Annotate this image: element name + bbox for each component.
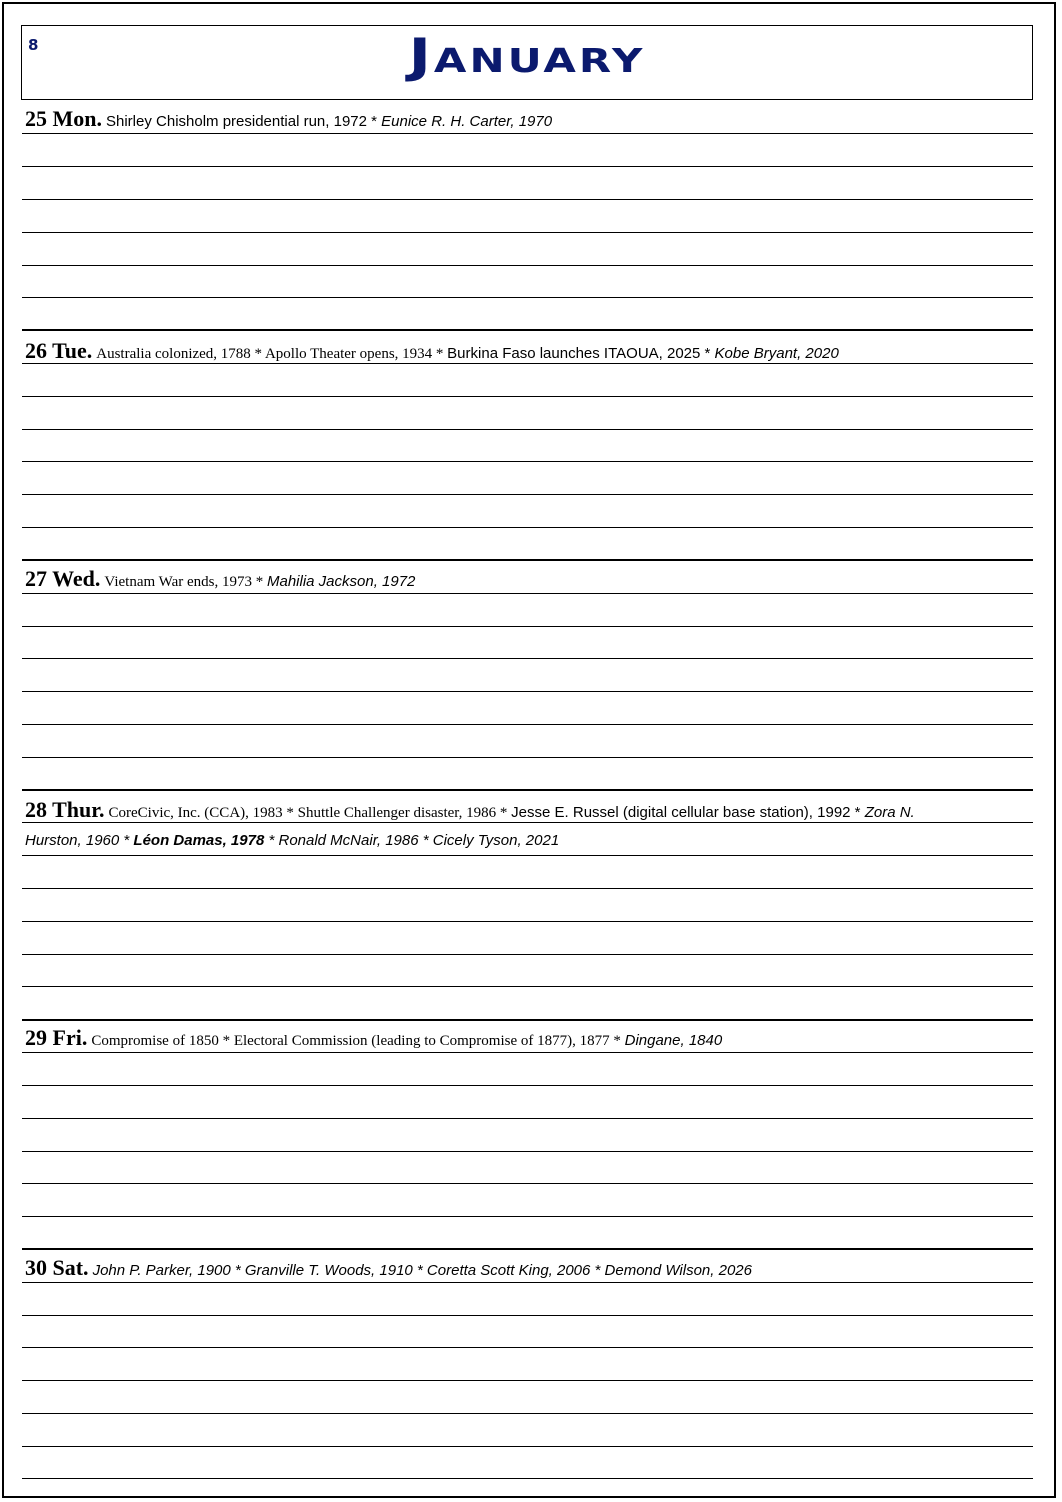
entry-text: Jesse E. Russel (digital cellular base station), 1992 * [511,804,865,821]
day-label: 29 Fri. [25,1025,88,1050]
writing-line [22,954,1033,955]
entry-text: Burkina Faso launches ITAOUA, 2025 * [447,345,715,362]
entry-text: * Ronald McNair, 1986 * Cicely Tyson, 2021 [264,832,560,849]
writing-line [22,199,1033,200]
writing-line [22,1282,1033,1283]
day-divider [22,1019,1033,1021]
writing-line [22,822,1033,823]
entry-text: John P. Parker, 1900 * Granville T. Woods, 1910 * Coretta Scott King, 2006 * Demond Wilson, 2026 [92,1262,752,1279]
writing-line [22,232,1033,233]
writing-line [22,1380,1033,1381]
writing-line [22,1052,1033,1053]
day-label: 27 Wed. [25,566,101,591]
entry-text: Hurston, 1960 * [25,832,134,849]
entry-continuation [25,832,1036,850]
writing-line [22,1413,1033,1414]
entry-text: Kobe Bryant, 2020 [714,345,839,362]
entry-heading [25,566,1036,592]
day-divider [22,329,1033,331]
writing-line [22,724,1033,725]
day-divider [22,559,1033,561]
writing-line [22,133,1033,134]
page-number: 8 [28,36,39,54]
writing-line [22,888,1033,889]
writing-line [22,757,1033,758]
day-label: 26 Tue. [25,338,93,363]
writing-line [22,1183,1033,1184]
writing-line [22,1216,1033,1217]
entry-text: Eunice R. H. Carter, 1970 [381,113,553,130]
writing-line [22,265,1033,266]
month-title: January [408,28,646,84]
writing-line [22,921,1033,922]
entry-text: CoreCivic, Inc. (CCA), 1983 * Shuttle Challenger disaster, 1986 * [108,805,512,821]
writing-line [22,297,1033,298]
day-divider [22,1248,1033,1250]
writing-line [22,986,1033,987]
entry-text: Vietnam War ends, 1973 * [104,574,267,590]
entry-text: Shirley Chisholm presidential run, 1972 * [106,113,382,130]
writing-line [22,1347,1033,1348]
writing-line [22,166,1033,167]
writing-line [22,1085,1033,1086]
writing-line [22,1315,1033,1316]
day-label: 25 Mon. [25,106,102,131]
writing-line [22,363,1033,364]
writing-line [22,1118,1033,1119]
entry-text: Compromise of 1850 * Electoral Commission (leading to Compromise of 1877), 1877 * [91,1033,625,1049]
entry-text: Australia colonized, 1788 * Apollo Theater opens, 1934 * [96,346,448,362]
month-header [21,25,1033,100]
writing-line [22,429,1033,430]
writing-line [22,461,1033,462]
entry-text: Zora N. [864,804,915,821]
day-label: 28 Thur. [25,797,105,822]
entry-text: Dingane, 1840 [624,1032,723,1049]
writing-line [22,396,1033,397]
entry-heading [25,106,1036,132]
day-divider [22,789,1033,791]
writing-line [22,494,1033,495]
writing-line [22,658,1033,659]
writing-line [22,1446,1033,1447]
entry-heading [25,338,1036,364]
entry-heading [25,1025,1036,1051]
writing-line [22,1151,1033,1152]
writing-line [22,626,1033,627]
writing-line [22,527,1033,528]
writing-line [22,691,1033,692]
entry-text: Léon Damas, 1978 [133,832,265,849]
day-label: 30 Sat. [25,1255,89,1280]
entry-text: Mahilia Jackson, 1972 [266,573,416,590]
entry-heading [25,1255,1036,1281]
writing-line [22,855,1033,856]
entry-heading [25,797,1036,823]
writing-line [22,1478,1033,1479]
writing-line [22,593,1033,594]
